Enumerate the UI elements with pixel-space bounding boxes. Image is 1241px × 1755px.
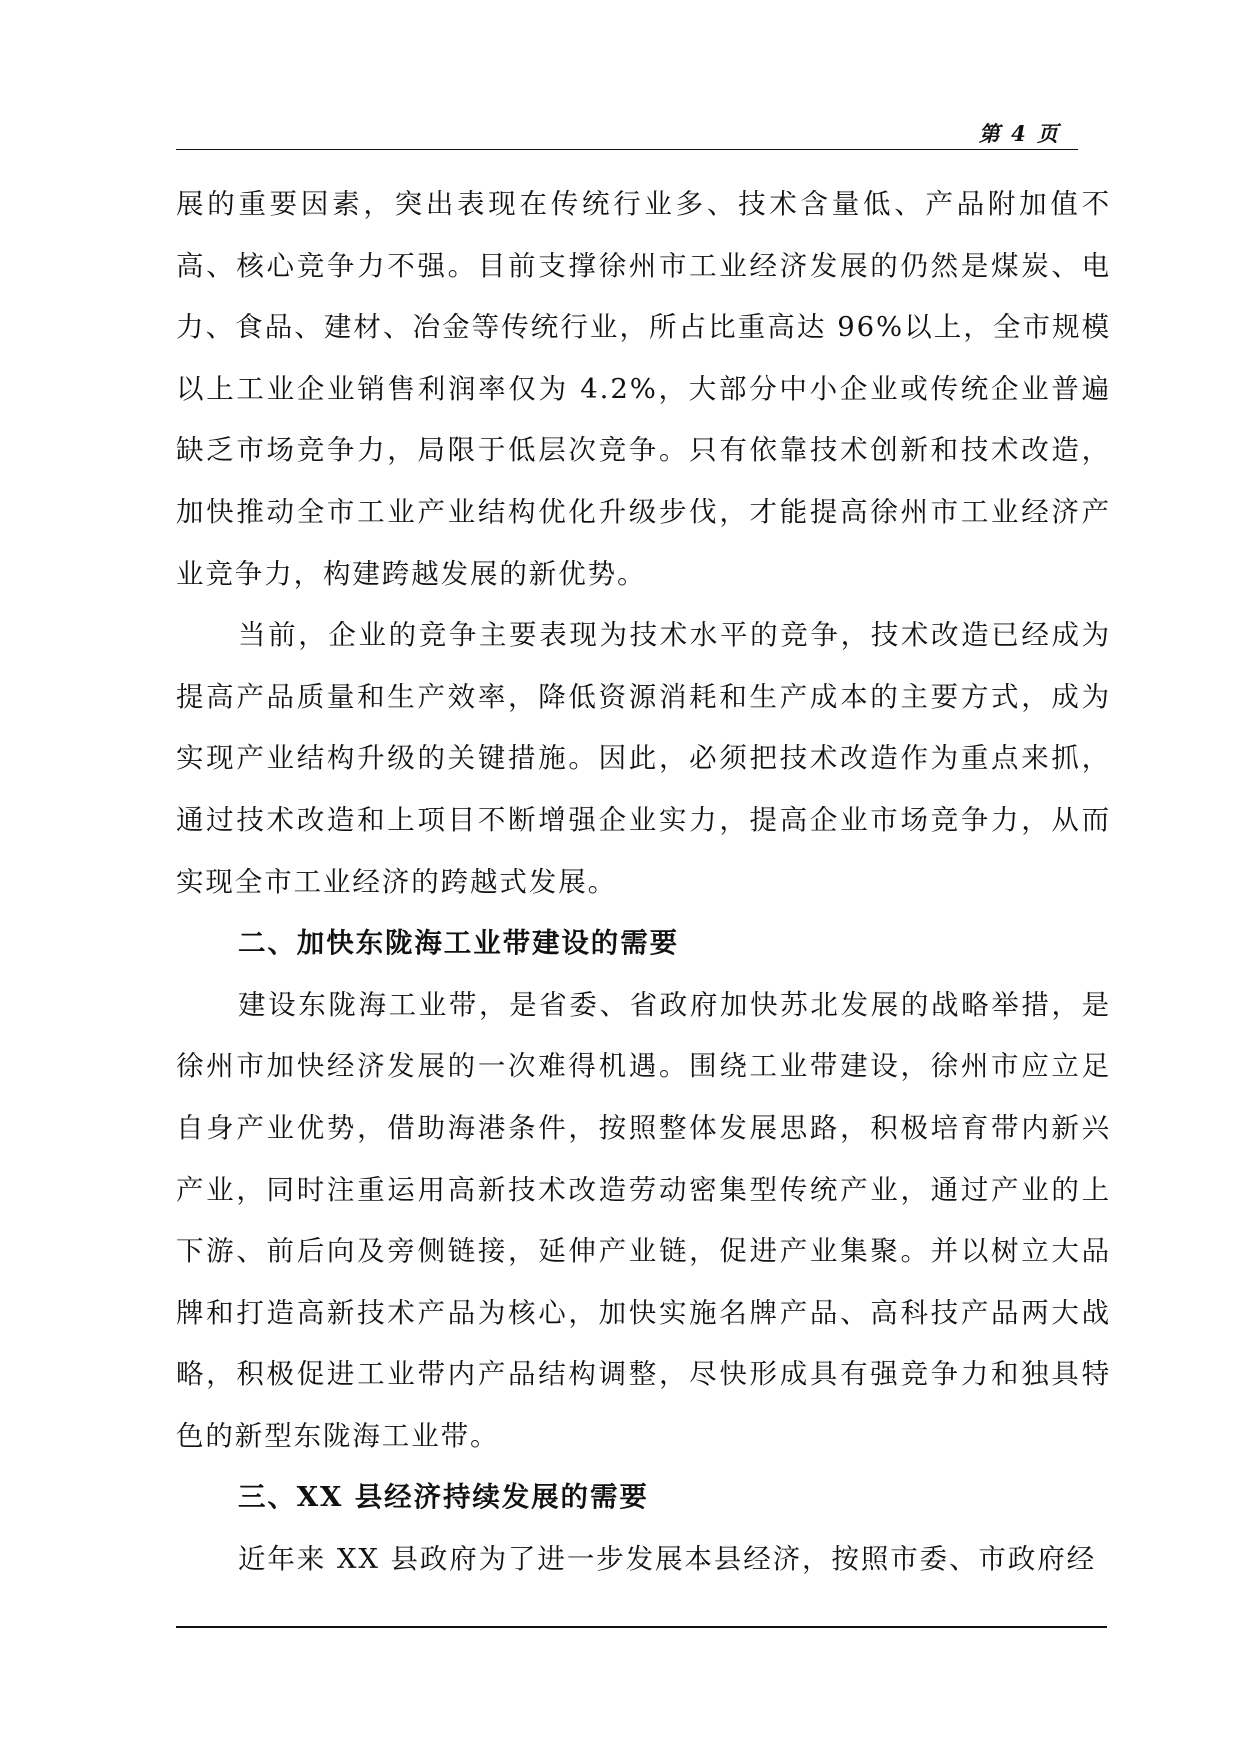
document-body [176,174,1111,1591]
paragraph-industrial-belt: 建设东陇海工业带，是省委、省政府加快苏北发展的战略举措，是徐州市加快经济发展的一次难得机遇。围绕工业带建设，徐州市应立足自身产业优势，借助海港条件，按照整体发展思路，积极培育带内新兴产业，同时注重运用高新技术改造劳动密集型传统产业，通过产业的上下游、前后向及旁侧链接，延伸产业链，促进产业集聚。并以树立大品牌和打造高新技术产品为核心，加快实施名牌产品、高科技产品两大战略，积极促进工业带内产品结构调整，尽快形成具有强竞争力和独具特色的新型东陇海工业带。 [176,988,1111,1452]
paragraph-competition: 当前，企业的竞争主要表现为技术水平的竞争，技术改造已经成为提高产品质量和生产效率，降低资源消耗和生产成本的主要方式，成为实现产业结构升级的关键措施。因此，必须把技术改造作为重点来抓，通过技术改造和上项目不断增强企业实力，提高企业市场竞争力，从而实现全市工业经济的跨越式发展。 [176,619,1111,898]
header-rule [176,149,1078,150]
paragraph-continuation: 展的重要因素，突出表现在传统行业多、技术含量低、产品附加值不高、核心竞争力不强。目前支撑徐州市工业经济发展的仍然是煤炭、电力、食品、建材、冶金等传统行业，所占比重高达 96%以上，全市规模以上工业企业销售利润率仅为 4.2%，大部分中小企业或传统企业普遍缺乏市场竞争力，局限于低层次竞争。只有依靠技术创新和技术改造，加快推动全市工业产业结构优化升级步伐，才能提高徐州市工业经济产业竞争力，构建跨越发展的新优势。 [176,188,1111,590]
section-heading-3: 三、XX 县经济持续发展的需要 [238,1481,649,1514]
section-heading-2: 二、加快东陇海工业带建设的需要 [238,927,679,960]
page-number-label: 第 4 页 [978,121,1060,146]
paragraph-county-economy: 近年来 XX 县政府为了进一步发展本县经济，按照市委、市政府经 [238,1543,1097,1576]
footer-rule [176,1626,1107,1628]
